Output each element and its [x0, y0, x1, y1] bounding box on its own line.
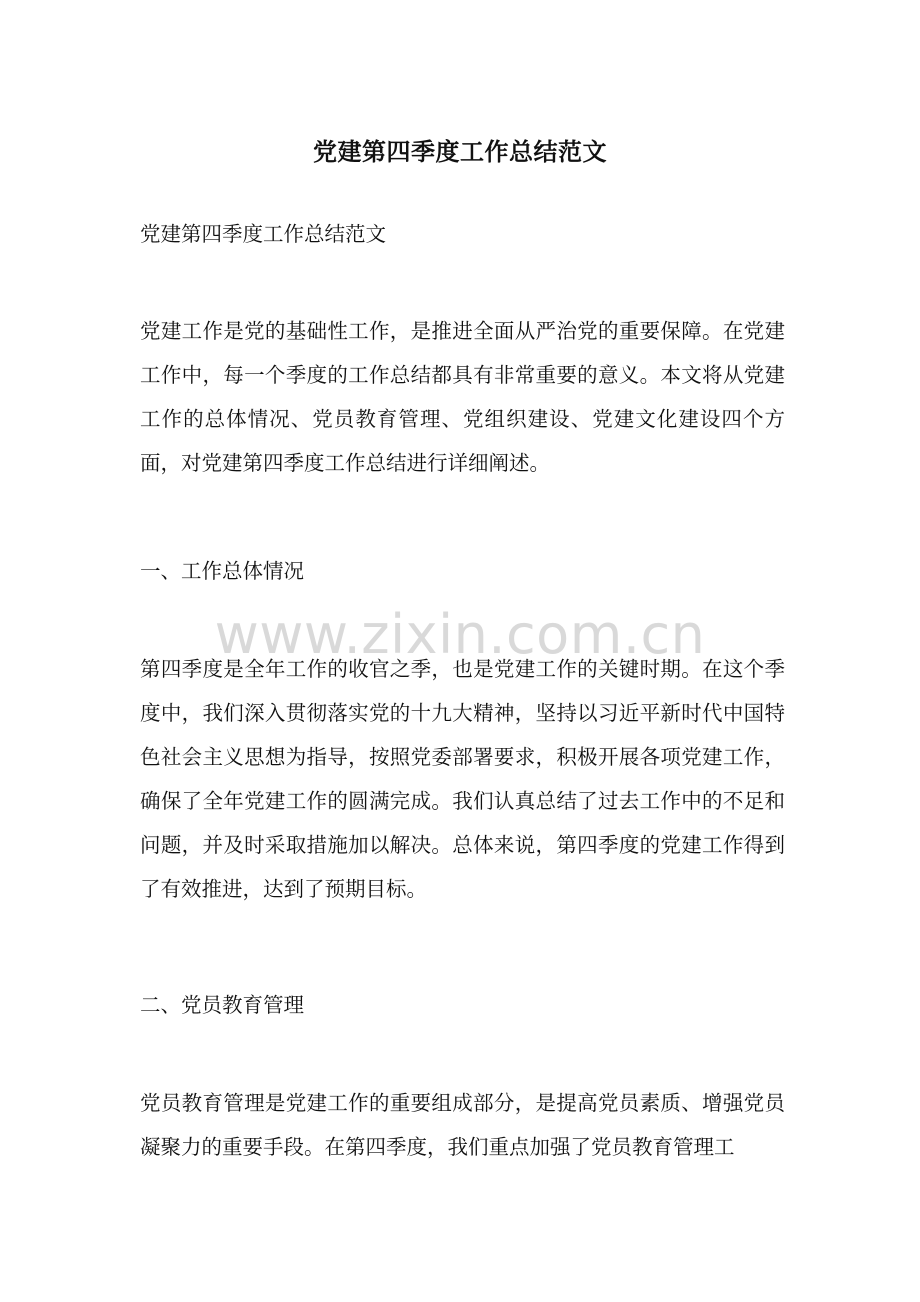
- section-body-overview: 第四季度是全年工作的收官之季，也是党建工作的关键时期。在这个季度中，我们深入贯彻落实党的十九大精神，坚持以习近平新时代中国特色社会主义思想为指导，按照党委部署要求，积极开展各项党建工作，确保了全年党建工作的圆满完成。我们认真总结了过去工作中的不足和问题，并及时采取措施加以解决。总体来说，第四季度的党建工作得到了有效推进，达到了预期目标。: [140, 657, 785, 901]
- section-heading-overview: 一、工作总体情况: [140, 559, 304, 583]
- document-subtitle: 党建第四季度工作总结范文: [140, 222, 386, 246]
- section-body-member-education: 党员教育管理是党建工作的重要组成部分，是提高党员素质、增强党员凝聚力的重要手段。在第四季度，我们重点加强了党员教育管理工: [140, 1091, 785, 1159]
- watermark: www.zixin.com.cn: [214, 603, 706, 666]
- intro-paragraph: 党建工作是党的基础性工作，是推进全面从严治党的重要保障。在党建工作中，每一个季度的工作总结都具有非常重要的意义。本文将从党建工作的总体情况、党员教育管理、党组织建设、党建文化建设四个方面，对党建第四季度工作总结进行详细阐述。: [140, 319, 785, 475]
- document-title: 党建第四季度工作总结范文: [313, 137, 607, 167]
- section-heading-member-education: 二、党员教育管理: [140, 993, 304, 1017]
